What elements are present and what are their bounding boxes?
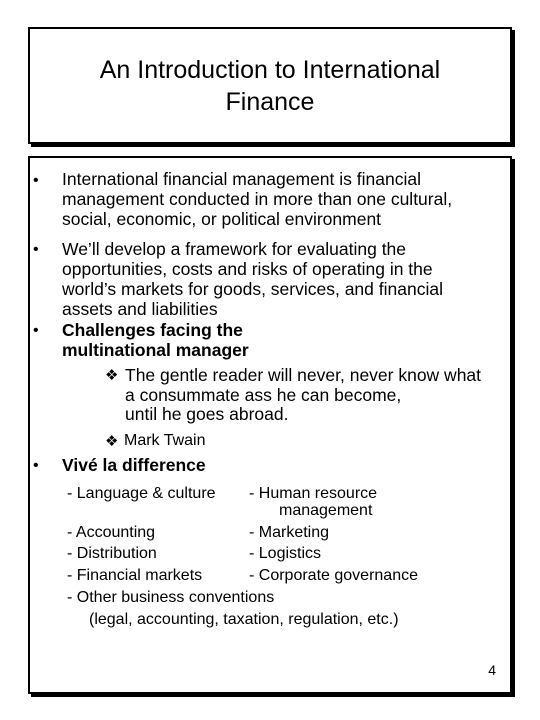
- difference-item: - Distribution: [67, 545, 157, 562]
- slide-title-line-2: Finance: [225, 87, 315, 116]
- bullet-2-line-2: opportunities, costs and risks of operating in the: [62, 259, 433, 279]
- quote-attribution: Mark Twain: [124, 432, 206, 449]
- difference-item: - Financial markets: [67, 567, 203, 584]
- diamond-bullet-icon: ❖: [105, 367, 119, 384]
- difference-item: management: [279, 502, 373, 519]
- bullet-marker: •: [33, 322, 39, 339]
- bullet-marker: •: [33, 172, 39, 189]
- quote-line-2: a consummate ass he can become,: [125, 385, 402, 405]
- bullet-marker: •: [33, 457, 39, 474]
- title-box: [28, 27, 512, 144]
- bullet-marker: •: [33, 241, 39, 258]
- difference-item: - Language & culture: [67, 485, 216, 502]
- difference-item: - Human resource: [249, 485, 378, 502]
- difference-item: - Accounting: [67, 524, 156, 541]
- bullet-2-line-1: We’ll develop a framework for evaluating the: [62, 239, 407, 259]
- difference-item: - Corporate governance: [249, 567, 418, 584]
- bullet-4-line-1: Vivé la difference: [62, 455, 206, 475]
- bullet-3-line-2: multinational manager: [62, 340, 249, 360]
- bullet-1-line-3: social, economic, or political environment: [62, 209, 382, 229]
- slide-title-line-1: An Introduction to International: [99, 55, 441, 84]
- bullet-1-line-2: management conducted in more than one cultural,: [62, 189, 453, 209]
- diamond-bullet-icon: ❖: [105, 433, 119, 450]
- bullet-2-line-4: assets and liabilities: [62, 299, 218, 319]
- quote-line-1: The gentle reader will never, never know what: [125, 365, 482, 385]
- differences-footer: (legal, accounting, taxation, regulation, etc.): [89, 611, 399, 628]
- page-number: 4: [488, 662, 496, 678]
- difference-item: - Marketing: [249, 524, 330, 541]
- quote-line-3: until he goes abroad.: [125, 404, 289, 424]
- bullet-3-line-1: Challenges facing the: [62, 320, 243, 340]
- bullet-1-line-1: International financial management is financial: [62, 169, 421, 189]
- difference-item: - Logistics: [249, 545, 322, 562]
- difference-item: - Other business conventions: [67, 589, 275, 606]
- bullet-2-line-3: world’s markets for goods, services, and financial: [62, 279, 443, 299]
